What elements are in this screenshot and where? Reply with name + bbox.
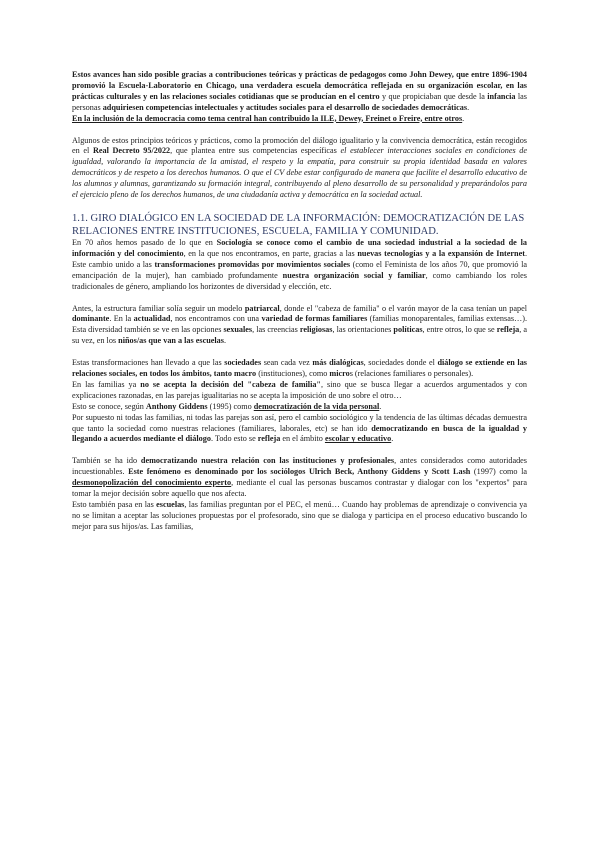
text-run: en el ámbito (280, 434, 325, 444)
text-run: , en la que nos encontramos, en parte, gracias a las (183, 248, 358, 258)
paragraph-institutions (72, 456, 527, 500)
text-run: , que plantea entre sus competencias específicas (170, 146, 341, 156)
text-run: En 70 años hemos pasado de lo que en (72, 237, 217, 247)
text-run: Estos avances han sido posible gracias a contribuciones teóricas y prácticas de pedagogos como John Dewey, que entre 1896-1904 promovió la Escuela-Laboratorio en Chicago, una verdadera escuela democrática reflejada en su organización escolar, en las prácticas culturales y en las relaciones sociales cotidianas que se producían en el centro (72, 70, 527, 101)
paragraph-democracy-contributors (72, 114, 527, 125)
text-run: sexuales (223, 325, 253, 335)
text-run: Antes, la estructura familiar solía seguir un modelo (72, 303, 245, 313)
paragraph-dialogic-societies (72, 358, 527, 380)
text-run: nuestra organización social y familiar (282, 270, 426, 280)
text-run: religiosas (299, 325, 333, 335)
text-run: , donde el "cabeza de familia" o el varón mayor de la casa tenían un papel (279, 303, 527, 313)
text-run: niños/as que van a las escuelas (118, 336, 224, 346)
text-run: , mediante el cual las personas buscamos contrastar y dialogar con los "expertos" para tomar la mejor decisión sobre aquello que nos afecta. (72, 478, 528, 499)
text-run: Anthony Giddens (145, 401, 208, 411)
text-run: no se acepta la decisión del "cabeza de familia" (140, 379, 321, 389)
paragraph-democratization-trend (72, 413, 527, 446)
text-run: , las creencias (252, 325, 300, 335)
text-run: escolar y educativo (324, 434, 392, 444)
text-run: refleja (257, 434, 281, 444)
text-run: diálogo se extiende en las relaciones sociales, en todos los ámbitos, tanto macro (72, 358, 527, 379)
text-run: En la inclusión de la democracia como tema central han contribuido la ILE, Dewey, Freinet o Freire, entre otros (72, 113, 463, 123)
text-run: refleja (496, 325, 520, 335)
text-run: Este fenómeno es denominado por los sociólogos Ulrich Beck, Anthony Giddens y Scott Lash (128, 467, 471, 477)
text-run: micro (329, 369, 350, 379)
text-run: En las familias ya (72, 379, 141, 389)
text-run: (familias monoparentales, familias extensas…). Esta diversidad también se ve en las opciones (72, 314, 527, 335)
text-run: patriarcal (244, 303, 280, 313)
text-run: . En la (109, 314, 134, 324)
text-run: (instituciones), como (256, 369, 330, 379)
text-run: , nos encontramos con una (170, 314, 262, 324)
text-run: Esto se conoce, según (72, 401, 146, 411)
paragraph-information-society (72, 238, 527, 293)
text-run: , entre otros, lo que se (422, 325, 497, 335)
text-run: democratización de la vida personal (253, 401, 380, 411)
paragraph-real-decreto (72, 136, 527, 201)
text-run: , las orientaciones (332, 325, 394, 335)
text-run: . (223, 336, 226, 346)
text-run: (como el Feminista de los años 70, que promovió la emancipación de la mujer), han cambiado profundamente (72, 259, 527, 280)
text-run: También se ha ido (72, 456, 141, 466)
text-run: s (relaciones familiares o personales). (349, 369, 474, 379)
text-run: . Este cambio unido a las (72, 248, 528, 269)
text-run: . (462, 113, 465, 123)
paragraph-family-decisions (72, 380, 527, 402)
paragraph-giddens (72, 402, 527, 413)
text-run: transformaciones promovidas por movimientos sociales (154, 259, 351, 269)
text-run: , a su vez, en los (72, 325, 528, 346)
paragraph-dewey (72, 70, 527, 114)
text-run: , antes considerados como autoridades incuestionables. (72, 456, 527, 477)
text-run: . Todo esto se (210, 434, 258, 444)
text-run: Sociología se conoce como el cambio de una sociedad industrial a la sociedad de la información y del conocimiento (72, 237, 527, 258)
text-run: Estas transformaciones han llevado a que las (72, 358, 225, 368)
paragraph-schools (72, 500, 527, 533)
text-run: . (391, 434, 394, 444)
text-run: Real Decreto 95/2022 (92, 146, 171, 156)
text-run: . (379, 401, 382, 411)
text-run: Algunos de estos principios teóricos y prácticos, como la promoción del diálogo igualitario y la convivencia democrática, están recogidos en el (72, 135, 527, 156)
text-run: desmonopolización del conocimiento experto (72, 478, 232, 488)
text-run: variedad de formas familiares (261, 314, 368, 324)
text-run: (1997) como la (470, 467, 527, 477)
text-run: , sociedades donde el (363, 358, 438, 368)
text-run: , sino que se busca llegar a acuerdos argumentados y con explicaciones razonadas, en las parejas igualitarias no se acepta la imposición de uno sobre el otro… (72, 379, 527, 400)
text-run: sean cada vez (261, 358, 313, 368)
document-body (72, 70, 527, 533)
text-run: infancia (487, 91, 516, 101)
text-run: el establecer interacciones sociales en condiciones de igualdad, valorando la importancia de la amistad, el respeto y la empatía, para construir su propia identidad basada en valores democráticos y de respeto a los derechos humanos. O que el CV debe estar configurado de manera que facilite el desarrollo educativo de los alumnos y alumnas, garantizando su formación integral, contribuyendo al pleno desarrollo de su personalidad y preparándolos para el ejercicio pleno de los derechos humanos, de una ciudadanía activa y democrática en la sociedad actual. (72, 146, 528, 200)
text-run: Por supuesto ni todas las familias, ni todas las parejas son así, pero el cambio sociológico y la tendencia de las últimas décadas demuestra que tanto la sociedad como nuestras relaciones (familiares, laborales, etc) se han ido (72, 412, 527, 433)
text-run: democratizando nuestra relación con las instituciones y profesionales (140, 456, 395, 466)
text-run: (1995) como (207, 401, 254, 411)
text-run: , como cambiando los roles tradicionales de género, ampliando los horizontes de diversidad y elección, etc. (72, 270, 527, 291)
text-run: actualidad (133, 314, 171, 324)
text-run: políticas (393, 325, 423, 335)
text-run: sociedades (224, 358, 262, 368)
text-run: más dialógicas (312, 358, 364, 368)
text-run: escuelas (156, 500, 185, 509)
text-run: dominante (72, 314, 110, 324)
text-run: adquiriesen competencias intelectuales y actitudes sociales para el desarrollo de sociedades democráticas (102, 102, 468, 112)
text-run: democratizando en busca de la igualdad y llegando a acuerdos mediante el diálogo (72, 423, 527, 444)
text-run: nuevas tecnologías y a la expansión de Internet (357, 248, 525, 258)
text-run: . (467, 102, 470, 112)
paragraph-family-structure (72, 304, 527, 348)
section-heading: 1.1. GIRO DIALÓGICO EN LA SOCIEDAD DE LA INFORMACIÓN: DEMOCRATIZACIÓN DE LAS RELACIONES ENTRE INSTITUCIONES, ESCUELA, FAMILIA Y COMUNIDAD. (72, 212, 525, 237)
text-run: , las familias preguntan por el PEC, el menú… Cuando hay problemas de aprendizaje o convivencia ya no se limitan a aceptar las soluciones propuestas por el profesorado, sino que se dialoga y participa en el proceso educativo buscando lo mejor para sus hijos/as. Las familias, (72, 500, 527, 531)
text-run: Esto también pasa en las (72, 500, 157, 509)
text-run: y que propiciaban que desde la (379, 91, 488, 101)
text-run: las personas (72, 91, 527, 112)
